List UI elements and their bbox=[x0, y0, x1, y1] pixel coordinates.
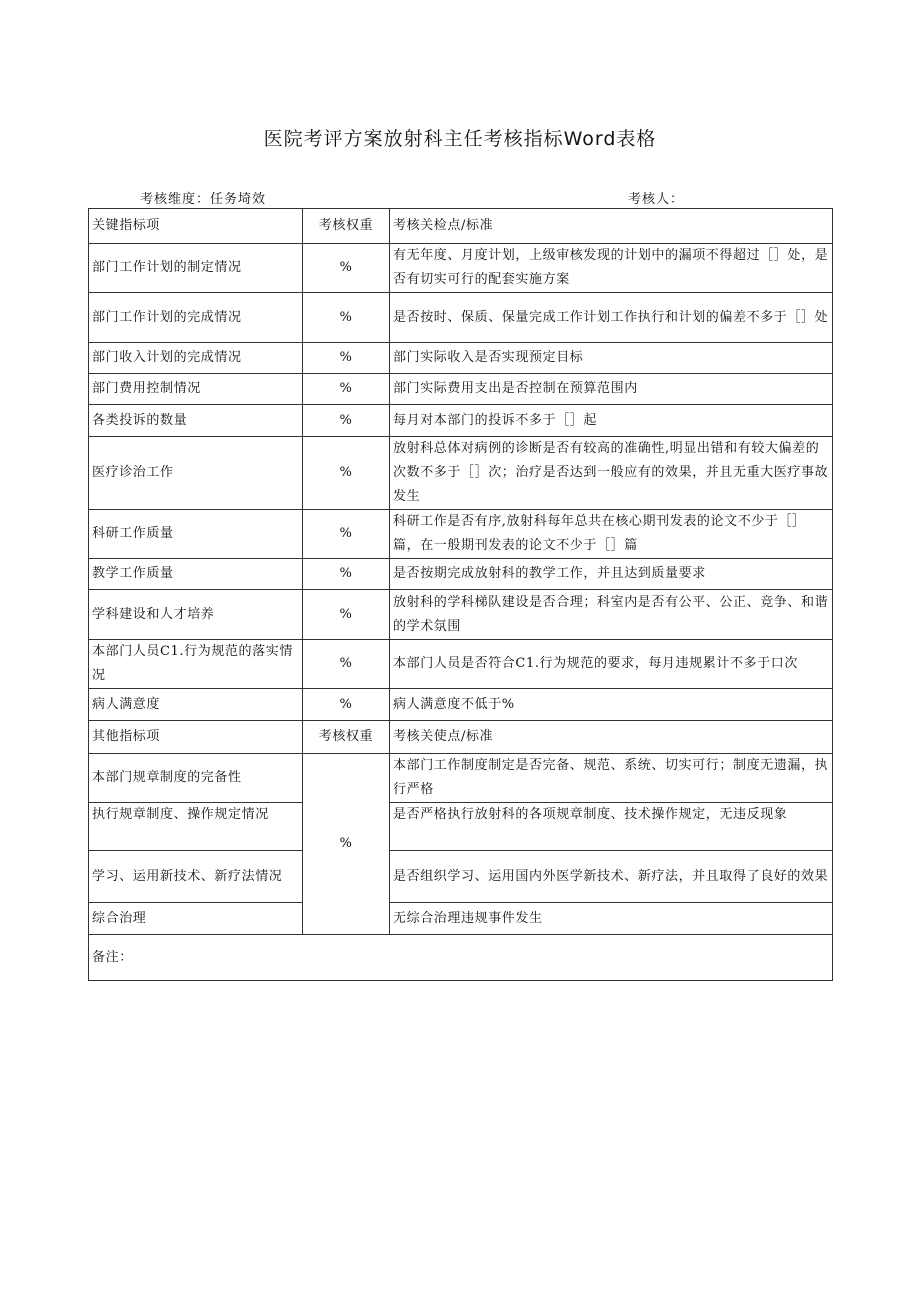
table-row bbox=[89, 640, 833, 689]
page-title: 医院考评方案放射科主任考核指标Word表格 bbox=[263, 128, 657, 150]
indicator-standard: 科研工作是否有序,放射科每年总共在核心期刊发表的论文不少于［］篇，在一般期刊发表的论文不少于［］篇 bbox=[390, 510, 833, 559]
indicator-item: 部门工作计划的完成情况 bbox=[89, 293, 303, 343]
other-standard-header: 考核关使点/标准 bbox=[390, 721, 833, 754]
table-row bbox=[89, 244, 833, 293]
indicator-standard: 放射科总体对病例的诊断是否有较高的准确性,明显出错和有较大偏差的次数不多于［］次；治疗是否达到一般应有的效果，并且无重大医疗事故发生 bbox=[390, 437, 833, 510]
indicator-item: 本部门人员C1.行为规范的落实情况 bbox=[89, 640, 303, 689]
other-weight-header: 考核权重 bbox=[303, 721, 390, 754]
indicator-standard: 是否按期完成放射科的教学工作，并且达到质量要求 bbox=[390, 559, 833, 590]
indicator-weight: % bbox=[303, 244, 390, 293]
indicator-standard: 有无年度、月度计划，上级审核发现的计划中的漏项不得超过［］处，是否有切实可行的配套实施方案 bbox=[390, 244, 833, 293]
indicator-standard: 部门实际收入是否实现预定目标 bbox=[390, 343, 833, 374]
indicator-weight: % bbox=[303, 640, 390, 689]
indicator-item: 本部门规章制度的完备性 bbox=[89, 754, 303, 803]
indicator-weight: % bbox=[303, 559, 390, 590]
assessment-dimension: 考核维度：任务埼效 bbox=[140, 192, 267, 207]
indicator-standard: 病人满意度不低于% bbox=[390, 689, 833, 721]
table-row bbox=[89, 559, 833, 590]
table-row bbox=[89, 510, 833, 559]
indicator-standard: 是否组织学习、运用国内外医学新技术、新疗法，并且取得了良好的效果 bbox=[390, 851, 833, 903]
indicator-weight: % bbox=[303, 689, 390, 721]
indicator-standard: 每月对本部门的投诉不多于［］起 bbox=[390, 405, 833, 437]
key-header-row bbox=[89, 209, 833, 244]
indicator-item: 部门收入计划的完成情况 bbox=[89, 343, 303, 374]
indicator-standard: 是否按时、保质、保量完成工作计划工作执行和计划的偏差不多于［］处 bbox=[390, 293, 833, 343]
remarks-cell: 备注： bbox=[89, 935, 833, 981]
indicator-standard: 放射科的学科梯队建设是否合理；科室内是否有公平、公正、竞争、和谐的学术氛围 bbox=[390, 590, 833, 640]
indicator-item: 部门费用控制情况 bbox=[89, 374, 303, 405]
table-row bbox=[89, 343, 833, 374]
other-item-header: 其他指标项 bbox=[89, 721, 303, 754]
indicator-item: 学科建设和人才培养 bbox=[89, 590, 303, 640]
remarks-row bbox=[89, 935, 833, 981]
indicator-item: 执行规章制度、操作规定情况 bbox=[89, 803, 303, 851]
table-row bbox=[89, 405, 833, 437]
table-row bbox=[89, 851, 833, 903]
indicator-standard: 无综合治理违规事件发生 bbox=[390, 903, 833, 935]
indicator-item: 教学工作质量 bbox=[89, 559, 303, 590]
assessor-label: 考核人： bbox=[628, 192, 685, 207]
table-row bbox=[89, 374, 833, 405]
shared-weight: % bbox=[303, 754, 390, 935]
indicator-item: 学习、运用新技术、新疗法情况 bbox=[89, 851, 303, 903]
indicator-weight: % bbox=[303, 590, 390, 640]
indicator-item: 各类投诉的数量 bbox=[89, 405, 303, 437]
indicator-weight: % bbox=[303, 293, 390, 343]
indicator-weight: % bbox=[303, 405, 390, 437]
indicator-item: 医疗诊治工作 bbox=[89, 437, 303, 510]
indicator-weight: % bbox=[303, 437, 390, 510]
table-row bbox=[89, 689, 833, 721]
table-row bbox=[89, 590, 833, 640]
indicator-standard: 本部门工作制度制定是否完备、规范、系统、切实可行；制度无遗漏，执行严格 bbox=[390, 754, 833, 803]
other-header-row bbox=[89, 721, 833, 754]
assessment-table bbox=[88, 208, 833, 981]
indicator-weight: % bbox=[303, 343, 390, 374]
table-row bbox=[89, 903, 833, 935]
table-row bbox=[89, 754, 833, 803]
indicator-standard: 本部门人员是否符合C1.行为规范的要求，每月违规累计不多于口次 bbox=[390, 640, 833, 689]
indicator-item: 科研工作质量 bbox=[89, 510, 303, 559]
indicator-item: 部门工作计划的制定情况 bbox=[89, 244, 303, 293]
indicator-weight: % bbox=[303, 510, 390, 559]
table-row bbox=[89, 803, 833, 851]
indicator-item: 病人满意度 bbox=[89, 689, 303, 721]
indicator-item: 综合治理 bbox=[89, 903, 303, 935]
table-row bbox=[89, 293, 833, 343]
indicator-weight: % bbox=[303, 374, 390, 405]
indicator-standard: 部门实际费用支出是否控制在预算范围内 bbox=[390, 374, 833, 405]
table-row bbox=[89, 437, 833, 510]
indicator-standard: 是否严格执行放射科的各项规章制度、技术操作规定，无违反现象 bbox=[390, 803, 833, 851]
key-item-header: 关键指标项 bbox=[89, 209, 303, 244]
key-standard-header: 考核关检点/标准 bbox=[390, 209, 833, 244]
key-weight-header: 考核权重 bbox=[303, 209, 390, 244]
